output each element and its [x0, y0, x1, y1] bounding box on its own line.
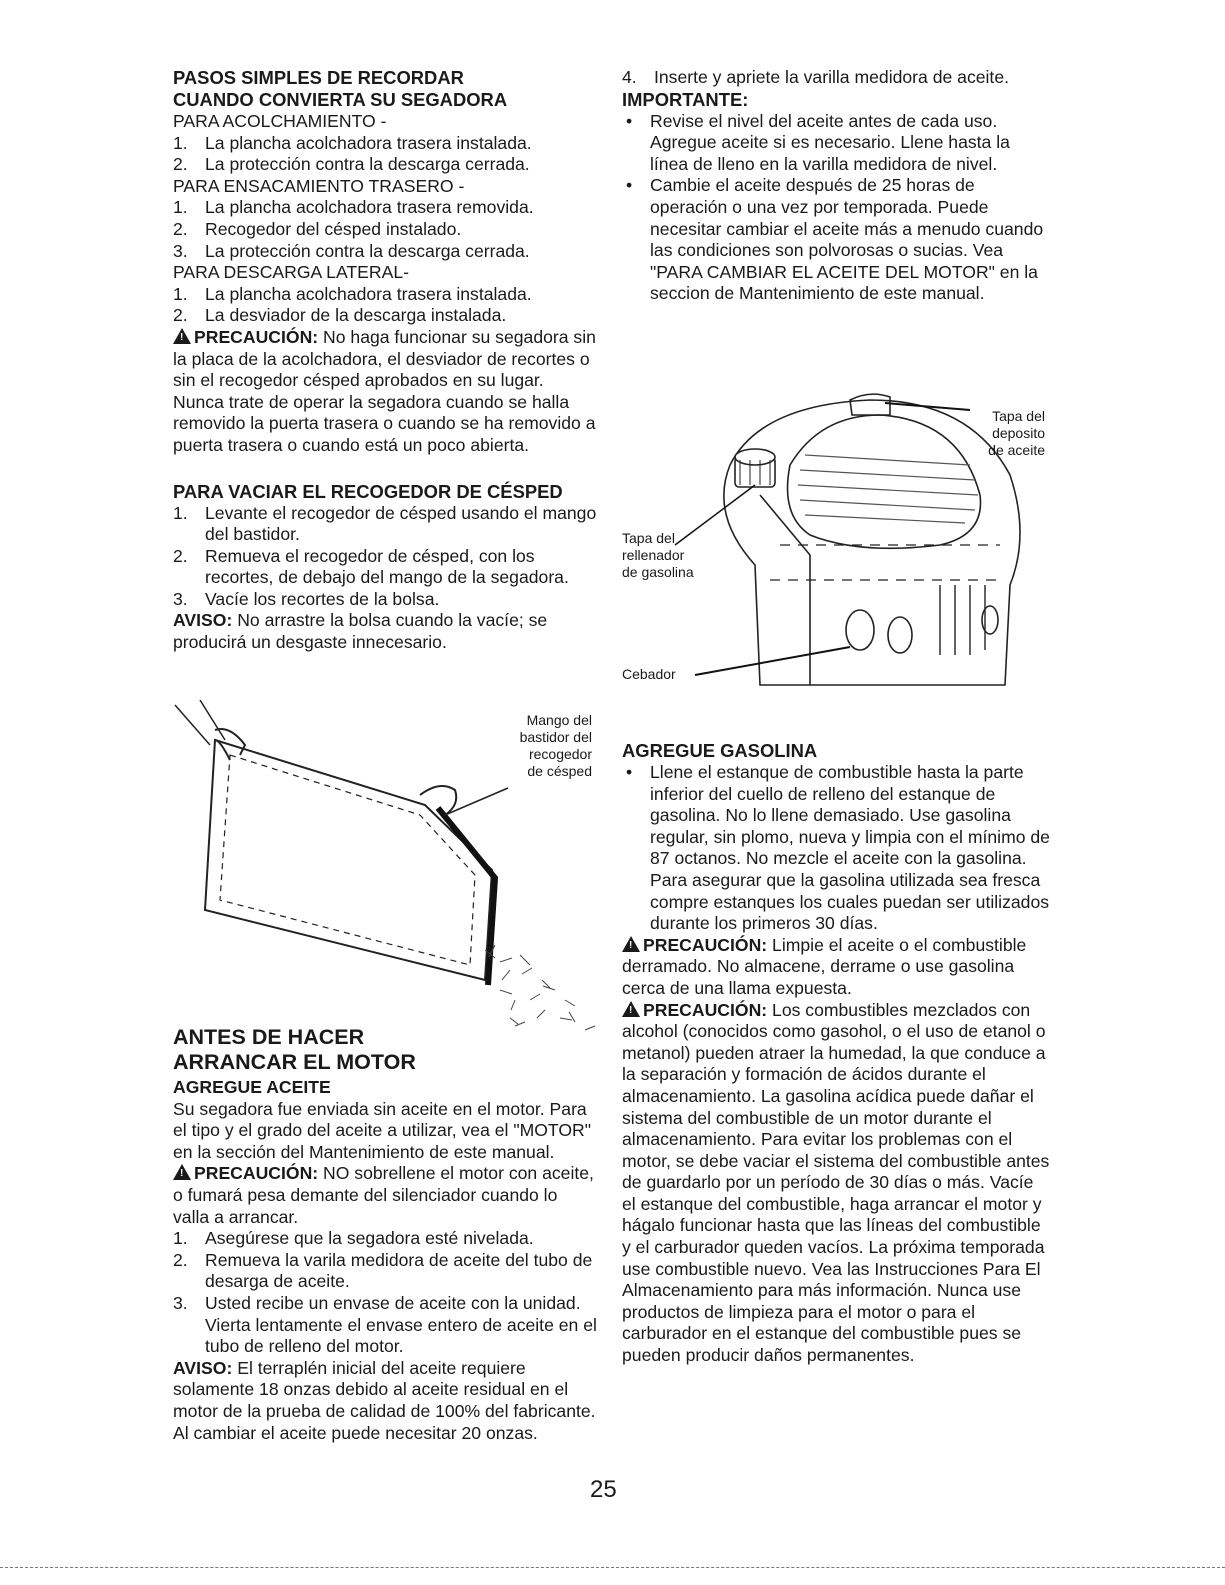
step-text: Recogedor del césped instalado. — [205, 218, 462, 239]
notice-text: No arrastre la bolsa cuando la vacíe; se producirá un desgaste innecesario. — [173, 610, 548, 653]
numbered-step — [173, 154, 598, 176]
empty-bag-title: PARA VACIAR EL RECOGEDOR DE CÉSPED — [173, 480, 563, 502]
add-oil-text: Su segadora fue enviada sin aceite en el motor. Para el tipo y el grado del aceite a utilizar, vea el "MOTOR" en la sección del Mantenimiento de este manual. — [173, 1098, 591, 1162]
step-number: 1. — [173, 197, 188, 218]
oil-step-4: 4. Inserte y apriete la varilla medidora de aceite. — [622, 67, 1009, 87]
notice-paragraph-1 — [173, 610, 598, 653]
grass-catcher-handle-label: Mango del bastidor del recogedor de césped — [519, 712, 592, 779]
caution-text: Los combustibles mezclados con alcohol (conocidos como gasohol, o el uso de etanol o metanol) pueden atraer la humedad, la que conduce a la separación y formación de ácidos durante el almacenamiento. La gasolina acídica puede dañar el sistema del combustible de un motor durante el almacenamiento. Para evitar los problemas con el motor, se debe vaciar el sistema del combustible antes de guardarlo por un período de 30 días o más. Vacíe el estanque del combustible, haga arrancar el motor y hágalo funcionar hasta que las líneas del combustible y el carburador queden vacíos. La próxima temporada use combustible nuevo. Vea las Instrucciones Para El Almacenamiento para más información. Nunca use productos de limpieza para el motor o para el carburador en el estanque del combustible pues se pueden producir daños permanentes. — [622, 999, 1050, 1366]
add-fuel-title: AGREGUE GASOLINA — [622, 740, 818, 761]
caution-paragraph-2 — [173, 1163, 598, 1228]
step-number: 1. — [173, 502, 188, 523]
numbered-step — [173, 241, 598, 263]
numbered-step — [173, 589, 598, 611]
add-oil-steps — [173, 1228, 598, 1358]
step-text: La protección contra la descarga cerrada. — [205, 154, 530, 175]
numbered-step — [173, 1228, 598, 1250]
numbered-step — [173, 546, 598, 589]
step-text: Remueva el recogedor de césped, con los recortes, de debajo del mango de la segadora. — [205, 545, 569, 588]
caution-text: NO sobrellene el motor con aceite, o fumará pesa demante del silenciador cuando lo valla a arrancar. — [173, 1163, 594, 1227]
notice-label: AVISO: — [173, 1357, 233, 1378]
left-column — [173, 67, 598, 654]
step-text: La plancha acolchadora trasera instalada. — [205, 283, 532, 304]
add-oil-title: AGREGUE ACEITE — [173, 1077, 331, 1097]
caution-paragraph-1 — [173, 327, 598, 457]
side-discharge-list — [173, 284, 598, 327]
important-bullet: • Cambie el aceite después de 25 horas de operación o una vez por temporada. Puede necesitar cambiar el aceite más a menudo cuando las condiciones son polvorosas o sucias. Vea "PARA CAMBIAR EL ACEITE DEL MOTOR" en la seccion de Mantenimiento de este manual. — [626, 175, 1044, 304]
numbered-step — [173, 197, 598, 219]
step-text: Levante el recogedor de césped usando el mango del bastidor. — [205, 502, 597, 545]
caution-label: PRECAUCIÓN: — [194, 326, 319, 347]
important-bullet: • Revise el nivel del aceite antes de cada uso. Agregue aceite si es necesario. Llene hasta la línea de lleno en la varilla medidora de nivel. — [626, 110, 1010, 174]
bottom-divider — [0, 1567, 1225, 1568]
before-start-title-2: ARRANCAR EL MOTOR — [173, 1050, 416, 1074]
step-text: Usted recibe un envase de aceite con la unidad. Vierta lentamente el envase entero de aceite en el tubo de relleno del motor. — [205, 1292, 597, 1357]
step-number: 2. — [173, 1249, 188, 1270]
numbered-step — [173, 1250, 598, 1293]
step-text: La protección contra la descarga cerrada. — [205, 240, 530, 261]
warning-triangle-icon — [622, 1001, 640, 1017]
caution-label: PRECAUCIÓN: — [643, 934, 768, 955]
right-lower-column — [622, 740, 1052, 1367]
rear-bagging-list — [173, 197, 598, 262]
caution-label: PRECAUCIÓN: — [194, 1163, 319, 1184]
warning-triangle-icon — [622, 936, 640, 952]
step-number: 2. — [173, 545, 188, 566]
warning-triangle-icon — [173, 1164, 191, 1180]
step-text: La desviador de la descarga instalada. — [205, 305, 507, 326]
step-number: 3. — [173, 1292, 188, 1313]
side-discharge-heading: PARA DESCARGA LATERAL- — [173, 262, 409, 283]
caution-paragraph-4 — [622, 1000, 1052, 1367]
rear-bagging-heading: PARA ENSACAMIENTO TRASERO - — [173, 175, 465, 196]
step-number: 1. — [173, 132, 188, 153]
numbered-step — [173, 503, 598, 546]
fuel-cap-label: Tapa del rellenador de gasolina — [622, 530, 694, 580]
step-text: Remueva la varila medidora de aceite del tubo de desarga de aceite. — [205, 1249, 593, 1292]
caution-paragraph-3 — [622, 935, 1052, 1000]
step-number: 3. — [173, 240, 188, 261]
notice-text: El terraplén inicial del aceite requiere solamente 18 onzas debido al aceite residual en el motor de la prueba de calidad de 100% del fabricante. Al cambiar el aceite puede necesitar 20 onzas. — [173, 1357, 596, 1443]
mulching-heading: PARA ACOLCHAMIENTO - — [173, 111, 387, 131]
step-number: 1. — [173, 1228, 188, 1249]
page-number: 25 — [590, 1476, 617, 1503]
step-number: 2. — [173, 305, 188, 326]
primer-label: Cebador — [622, 666, 676, 682]
before-start-title-1: ANTES DE HACER — [173, 1025, 365, 1049]
right-column — [622, 67, 1052, 305]
step-text: Vacíe los recortes de la bolsa. — [205, 588, 440, 609]
numbered-step — [173, 284, 598, 306]
steps-title-2: CUANDO CONVIERTA SU SEGADORA — [173, 89, 508, 110]
important-title: IMPORTANTE: — [622, 88, 749, 110]
numbered-step — [173, 133, 598, 155]
numbered-step — [173, 219, 598, 241]
oil-cap-label: Tapa del deposito de aceite — [988, 408, 1045, 458]
warning-triangle-icon — [173, 328, 191, 344]
step-number: 2. — [173, 154, 188, 175]
caution-text: Limpie el aceite o el combustible derramado. No almacene, derrame o use gasolina cerca de una llama expuesta. — [622, 934, 1027, 998]
steps-title-1: PASOS SIMPLES DE RECORDAR — [173, 67, 464, 88]
add-fuel-bullet: • Llene el estanque de combustible hasta la parte inferior del cuello de relleno del estanque de gasolina. No lo llene demasiado. Use gasolina regular, sin plomo, nueva y limpia con el mínimo de 87 octanos. No mezcle el aceite con la gasolina. Para asegurar que la gasolina utilizada sea fresca compre estanques los cuales puedan ser utilizados durante los primeros 30 días. — [626, 762, 1050, 934]
step-text: La plancha acolchadora trasera instalada. — [205, 132, 532, 153]
caution-label: PRECAUCIÓN: — [643, 999, 768, 1020]
notice-label: AVISO: — [173, 610, 233, 631]
caution-text: No haga funcionar su segadora sin la placa de la acolchadora, el desviador de recortes o sin el recogedor césped aprobados en su lugar. Nunca trate de operar la segadora cuando se halla removido la puerta trasera o cuando se ha removido a puerta trasera o cuando está un poco abierta. — [173, 326, 596, 455]
numbered-step — [173, 305, 598, 327]
mulching-list — [173, 133, 598, 176]
step-number: 2. — [173, 218, 188, 239]
step-number: 3. — [173, 588, 188, 609]
step-text: Asegúrese que la segadora esté nivelada. — [205, 1228, 534, 1249]
numbered-step — [173, 1293, 598, 1358]
notice-paragraph-2 — [173, 1358, 598, 1444]
step-text: La plancha acolchadora trasera removida. — [205, 197, 534, 218]
empty-bag-list — [173, 503, 598, 611]
step-number: 1. — [173, 283, 188, 304]
left-lower-column — [173, 1025, 598, 1444]
